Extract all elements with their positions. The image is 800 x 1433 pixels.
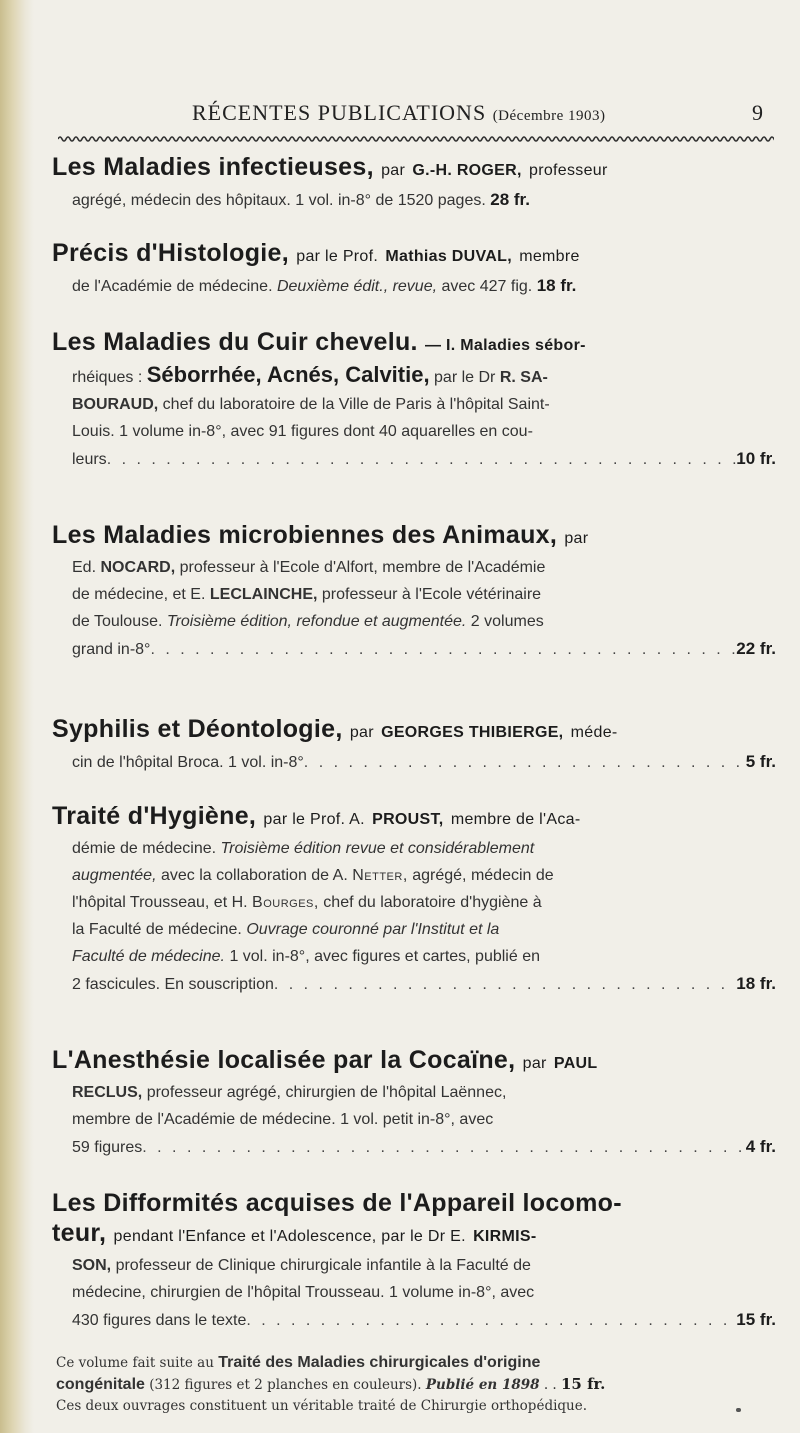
entry-traite-hygiene xyxy=(52,801,776,998)
price: 15 fr. xyxy=(736,1310,776,1329)
page-binding-shadow xyxy=(0,0,34,1433)
price: 18 fr. xyxy=(736,974,776,993)
entry-heading: Les Maladies microbiennes des Animaux, par xyxy=(52,521,589,549)
entry-description: agrégé, médecin des hôpitaux. 1 vol. in-8° de 1520 pages. 28 fr. xyxy=(72,190,530,209)
entry-difformites-acquises xyxy=(52,1188,776,1334)
entry-description: RECLUS, professeur agrégé, chirurgien de l'hôpital Laënnec, membre de l'Académie de médecine. 1 vol. petit in-8°, avec 59 figures . . . 4 fr. xyxy=(52,1079,776,1161)
header-date: (Décembre 1903) xyxy=(492,108,606,124)
entry-heading: Traité d'Hygiène, par le Prof. A. PROUST, membre de l'Aca- xyxy=(52,802,581,830)
entry-heading: Syphilis et Déontologie, par GEORGES THIBIERGE, méde- xyxy=(52,715,618,743)
entry-maladies-infectieuses xyxy=(52,152,776,214)
entry-description: SON, professeur de Clinique chirurgicale infantile à la Faculté de médecine, chirurgien de l'hôpital Trousseau. 1 volume in-8°, avec 430 figures dans le texte . . . 15 fr. xyxy=(52,1252,776,1334)
ink-blot-mark xyxy=(736,1408,741,1412)
entry-heading: Les Difformités acquises de l'Appareil locomo- teur, pendant l'Enfance et l'Adolescence, par le Dr E. KIRMIS- xyxy=(52,1189,622,1247)
running-header xyxy=(52,100,776,130)
footnote: Ce volume fait suite au Traité des Maladies chirurgicales d'origine congénitale (312 figures et 2 planches en couleurs). Publié en 1898 . . 15 fr. Ces deux ouvrages constituent un véritable traité de Chirurgie orthopédique. xyxy=(56,1354,606,1414)
entry-description: Ed. NOCARD, professeur à l'Ecole d'Alfort, membre de l'Académie de médecine, et E. LECLAINCHE, professeur à l'Ecole vétérinaire de Toulouse. Troisième édition, refondue et augmentée. 2 volumes grand in-8° . . . 22 fr. xyxy=(52,554,776,663)
entry-description: cin de l'hôpital Broca. 1 vol. in-8° . . . 5 fr. xyxy=(52,748,776,776)
entry-heading: L'Anesthésie localisée par la Cocaïne, par PAUL xyxy=(52,1046,598,1074)
entry-cuir-chevelu xyxy=(52,327,776,473)
page-number: 9 xyxy=(752,100,764,125)
entry-anesthesie-cocaine xyxy=(52,1045,776,1161)
entry-precis-histologie xyxy=(52,238,776,300)
entry-syphilis-deontologie xyxy=(52,714,776,776)
price: 4 fr. xyxy=(745,1137,776,1156)
entry-description: démie de médecine. Troisième édition revue et considérablement augmentée, avec la collaboration de A. Netter, agrégé, médecin de l'hôpital Trousseau, et H. Bourges, chef du laboratoire d'hygiène à la Faculté de médecine. Ouvrage couronné par l'Institut et la Faculté de médecine. 1 vol. in-8°, avec figures et cartes, publié en 2 fascicules. En souscription . . . 18 fr. xyxy=(52,835,776,998)
entry-maladies-microbiennes xyxy=(52,520,776,663)
price: 22 fr. xyxy=(736,639,776,658)
price: 15 fr. xyxy=(561,1375,606,1393)
entry-description: de l'Académie de médecine. Deuxième édit., revue, avec 427 fig. 18 fr. xyxy=(72,276,577,295)
wavy-rule-divider xyxy=(58,134,774,144)
entry-heading: Les Maladies infectieuses, par G.-H. ROGER, professeur xyxy=(52,153,608,181)
entry-description: rhéiques : Séborrhée, Acnés, Calvitie, par le Dr R. SA- BOURAUD, chef du laboratoire de la Ville de Paris à l'hôpital Saint- Louis. 1 volume in-8°, avec 91 figures dont 40 aquarelles en cou- leurs . . . 10 fr. xyxy=(52,361,776,473)
price: 10 fr. xyxy=(736,449,776,468)
price: 28 fr. xyxy=(490,190,530,209)
entry-heading: Précis d'Histologie, par le Prof. Mathias DUVAL, membre xyxy=(52,239,580,267)
entry-heading: Les Maladies du Cuir chevelu. — I. Maladies sébor- xyxy=(52,328,586,356)
header-title: RÉCENTES PUBLICATIONS (Décembre 1903) xyxy=(192,100,606,125)
price: 5 fr. xyxy=(745,752,776,771)
price: 18 fr. xyxy=(536,276,577,295)
